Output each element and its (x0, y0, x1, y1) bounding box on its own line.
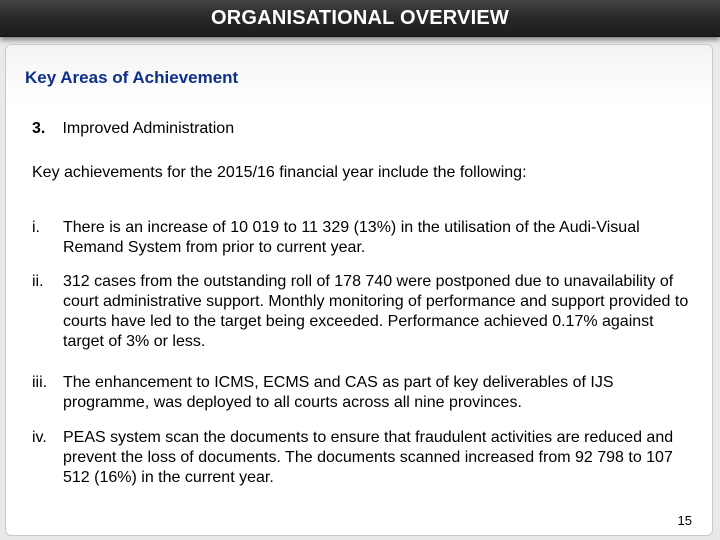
list-item-text: The enhancement to ICMS, ECMS and CAS as part of key deliverables of IJS programme, was deployed to all courts across all nine provinces. (63, 374, 614, 411)
list-item-marker: iv. (32, 429, 47, 446)
list-item-marker: iii. (32, 374, 48, 391)
slide-title: ORGANISATIONAL OVERVIEW (211, 7, 509, 29)
subheading-number: 3. (32, 120, 46, 137)
subheading (32, 120, 234, 138)
title-bar (0, 0, 720, 37)
section-heading: Key Areas of Achievement (25, 68, 239, 87)
list-item (32, 272, 692, 352)
list-item (32, 428, 692, 488)
list-item (32, 218, 692, 258)
content-panel (5, 44, 713, 536)
list-item-text: 312 cases from the outstanding roll of 178 740 were postponed due to unavailability of court administrative support. Monthly monitoring of performance and support provided to courts have led to the target being exceeded. Performance achieved 0.17% against target of 3% or less. (63, 273, 689, 350)
list-item-marker: ii. (32, 273, 44, 290)
list-item-text: There is an increase of 10 019 to 11 329 (13%) in the utilisation of the Audi-Visual Remand System from prior to current year. (63, 219, 640, 256)
list-item-marker: i. (32, 219, 40, 236)
list-item (32, 373, 692, 413)
subheading-text: Improved Administration (62, 120, 235, 137)
intro-paragraph: Key achievements for the 2015/16 financial year include the following: (32, 164, 527, 181)
page-number: 15 (677, 513, 692, 528)
list-item-text: PEAS system scan the documents to ensure that fraudulent activities are reduced and prevent the loss of documents. The documents scanned increased from 92 798 to 107 512 (16%) in the current year. (63, 429, 674, 486)
